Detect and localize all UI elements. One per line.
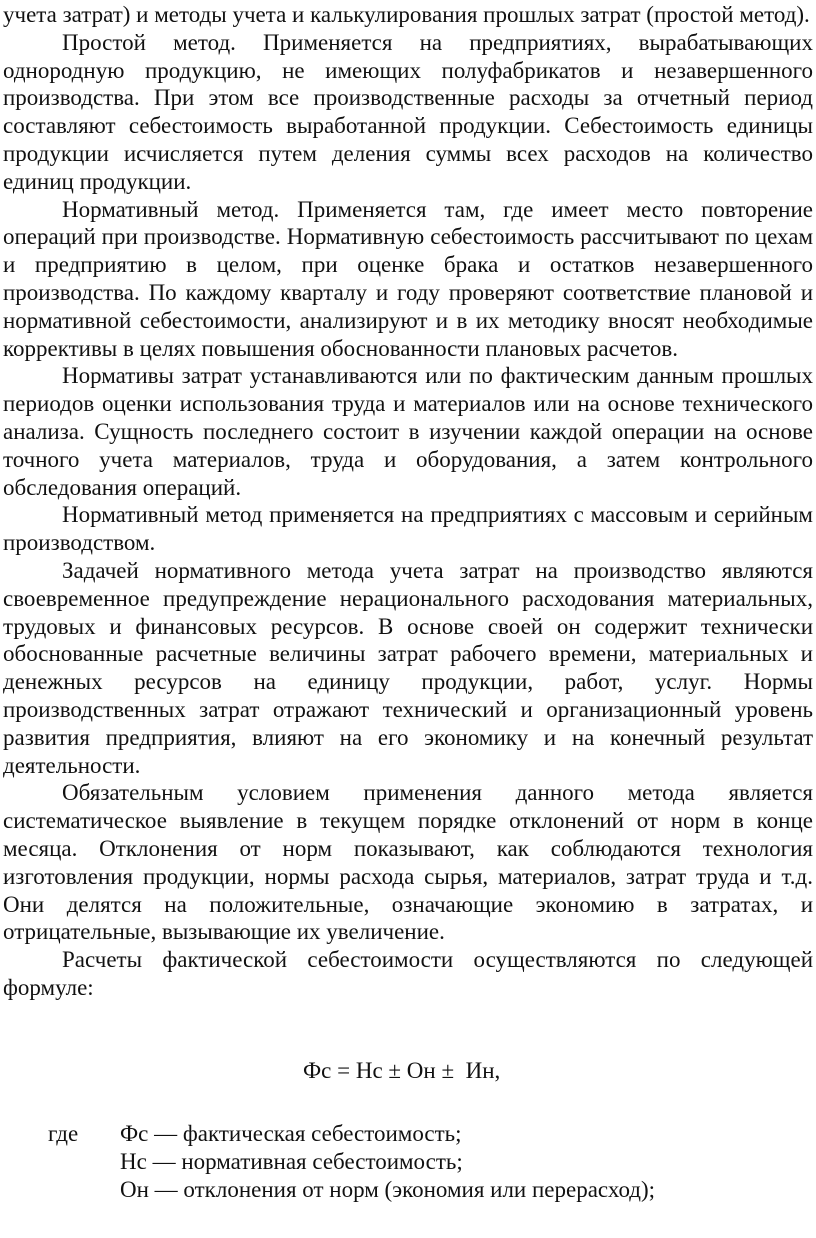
paragraph-normative-application: Нормативный метод применяется на предприятиях с массовым и серийным производством. xyxy=(3,502,813,556)
legend-row xyxy=(3,1148,813,1176)
legend-item-normative-cost: Нс — нормативная себестоимость; xyxy=(120,1149,463,1175)
legend-where-label: где xyxy=(48,1121,79,1147)
legend-item-deviations: Он — отклонения от норм (экономия или перерасход); xyxy=(120,1177,656,1203)
legend-row xyxy=(3,1120,813,1148)
paragraph-formula-intro: Расчеты фактической себестоимости осуществляются по следующей формуле: xyxy=(3,947,813,1000)
legend-item-actual-cost: Фс — фактическая себестоимость; xyxy=(120,1121,462,1147)
paragraph-continuation: учета затрат) и методы учета и калькулирования прошлых затрат (простой метод). xyxy=(3,2,810,27)
paragraph-normative-tasks: Задачей нормативного метода учета затрат на производство являются своевременное предупреждение нерационального расходования материальных, трудовых и финансовых ресурсов. В основе своей он содержит технически обоснованные расчетные величины затрат рабочего времени, материальных и денежных ресурсов на единицу продукции, работ, услуг. Нормы производственных затрат отражают технический и организационный уровень развития предприятия, влияют на его экономику и на конечный результат деятельности. xyxy=(3,557,813,778)
legend-row xyxy=(3,1176,813,1204)
paragraph-deviations: Обязательным условием применения данного метода является систематическое выявление в текущем порядке отклонений от норм в конце месяца. Отклонения от норм показывают, как соблюдаются технология изготовления продукции, нормы расхода сырья, материалов, затрат труда и т.д. Они делятся на положительные, означающие экономию в затратах, и отрицательные, вызывающие их увеличение. xyxy=(3,780,813,945)
paragraph-cost-norms: Нормативы затрат устанавливаются или по фактическим данным прошлых периодов оценки использования труда и материалов или на основе технического анализа. Сущность последнего состоит в изучении каждой операции на основе точного учета материалов, труда и оборудования, а затем контрольного обследования операций. xyxy=(3,363,813,500)
paragraph-simple-method: Простой метод. Применяется на предприятиях, вырабатывающих однородную продукцию, не имеющих полуфабрикатов и незавершенного производства. При этом все производственные расходы за отчетный период составляют себестоимость выработанной продукции. Себестоимость единицы продукции исчисляется путем деления суммы всех расходов на количество единиц продукции. xyxy=(3,29,813,194)
formula-legend xyxy=(3,1120,813,1203)
paragraph-normative-method: Нормативный метод. Применяется там, где имеет место повторение операций при производстве. Нормативную себестоимость рассчитывают по цехам и предприятию в целом, при оценке брака и остатков незавершенного производства. По каждому кварталу и году проверяют соответствие плановой и нормативной себестоимости, анализируют и в их методику вносят необходимые коррективы в целях повышения обоснованности плановых расчетов. xyxy=(3,196,813,361)
document-body xyxy=(3,1,813,1204)
cost-formula: Фс = Нс ± Он ± Ин, xyxy=(303,1057,501,1083)
